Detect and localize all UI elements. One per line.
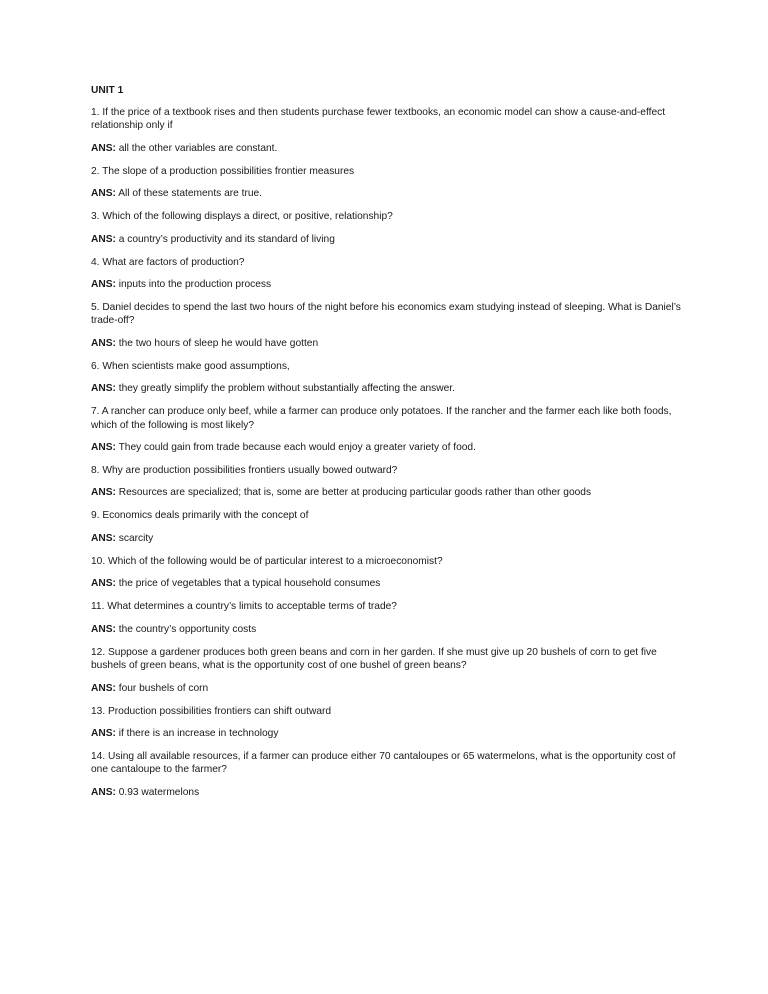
document-content bbox=[91, 84, 681, 809]
answer-text: All of these statements are true. bbox=[118, 188, 263, 200]
qa-item bbox=[91, 405, 681, 454]
answer-text: 0.93 watermelons bbox=[118, 786, 200, 798]
question-text: 11. What determines a country’s limits to acceptable terms of trade? bbox=[91, 601, 397, 613]
qa-item bbox=[91, 301, 681, 350]
answer-label: ANS: bbox=[91, 383, 116, 395]
qa-item bbox=[91, 464, 681, 500]
question-text: 4. What are factors of production? bbox=[91, 256, 245, 268]
unit-title: UNIT 1 bbox=[91, 85, 124, 96]
answer-line bbox=[91, 786, 681, 799]
qa-item bbox=[91, 106, 681, 155]
answer-text: four bushels of corn bbox=[118, 682, 209, 694]
question-text: 3. Which of the following displays a direct, or positive, relationship? bbox=[91, 211, 393, 223]
answer-line bbox=[91, 577, 681, 590]
answer-line bbox=[91, 382, 681, 395]
question-text: 2. The slope of a production possibilities frontier measures bbox=[91, 165, 355, 177]
answer-text: a country’s productivity and its standard of living bbox=[118, 233, 335, 245]
question-text: 8. Why are production possibilities frontiers usually bowed outward? bbox=[91, 465, 398, 477]
answer-line bbox=[91, 337, 681, 350]
answer-line bbox=[91, 682, 681, 695]
answer-label: ANS: bbox=[91, 578, 116, 590]
qa-item bbox=[91, 600, 681, 636]
answer-label: ANS: bbox=[91, 142, 116, 154]
answer-text: scarcity bbox=[118, 532, 154, 544]
answer-line bbox=[91, 142, 681, 155]
answer-label: ANS: bbox=[91, 487, 116, 499]
answer-text: the two hours of sleep he would have gotten bbox=[118, 337, 319, 349]
answer-label: ANS: bbox=[91, 682, 116, 694]
answer-line bbox=[91, 486, 681, 499]
question-text: 12. Suppose a gardener produces both green beans and corn in her garden. If she must give up 20 bushels of corn to get five bushels of green beans, what is the opportunity cost of one bushel of green beans? bbox=[91, 646, 657, 672]
question-text: 10. Which of the following would be of particular interest to a microeconomist? bbox=[91, 555, 443, 567]
answer-label: ANS: bbox=[91, 442, 116, 454]
answer-line bbox=[91, 233, 681, 246]
answer-line bbox=[91, 532, 681, 545]
answer-text: inputs into the production process bbox=[118, 279, 272, 291]
answer-label: ANS: bbox=[91, 337, 116, 349]
answer-line bbox=[91, 623, 681, 636]
answer-line bbox=[91, 727, 681, 740]
question-text: 6. When scientists make good assumptions, bbox=[91, 360, 290, 372]
qa-item bbox=[91, 360, 681, 396]
answer-text: They could gain from trade because each would enjoy a greater variety of food. bbox=[118, 442, 476, 454]
answer-label: ANS: bbox=[91, 623, 116, 635]
answer-text: the price of vegetables that a typical household consumes bbox=[118, 578, 381, 590]
answer-text: the country’s opportunity costs bbox=[118, 623, 257, 635]
qa-item bbox=[91, 705, 681, 741]
answer-text: all the other variables are constant. bbox=[118, 142, 278, 154]
answer-text: they greatly simplify the problem without substantially affecting the answer. bbox=[118, 383, 455, 395]
answer-label: ANS: bbox=[91, 279, 116, 291]
question-text: 5. Daniel decides to spend the last two hours of the night before his economics exam studying instead of sleeping. What is Daniel’s trade-off? bbox=[91, 302, 681, 327]
qa-item bbox=[91, 750, 681, 799]
question-text: 7. A rancher can produce only beef, while a farmer can produce only potatoes. If the rancher and the farmer each like both foods, which of the following is most likely? bbox=[91, 406, 672, 431]
qa-item bbox=[91, 646, 681, 695]
answer-text: if there is an increase in technology bbox=[118, 727, 279, 739]
question-text: 1. If the price of a textbook rises and then students purchase fewer textbooks, an economic model can show a cause-and-effect relationship only if bbox=[91, 107, 666, 132]
qa-item bbox=[91, 509, 681, 545]
question-text: 13. Production possibilities frontiers can shift outward bbox=[91, 705, 332, 717]
qa-item bbox=[91, 165, 681, 201]
answer-line bbox=[91, 278, 681, 291]
answer-line bbox=[91, 441, 681, 454]
qa-list bbox=[91, 106, 681, 799]
question-text: 9. Economics deals primarily with the concept of bbox=[91, 510, 309, 522]
question-text: 14. Using all available resources, if a farmer can produce either 70 cantaloupes or 65 watermelons, what is the opportunity cost of one cantaloupe to the farmer? bbox=[91, 750, 676, 776]
answer-label: ANS: bbox=[91, 727, 116, 739]
answer-label: ANS: bbox=[91, 188, 116, 200]
answer-label: ANS: bbox=[91, 233, 116, 245]
answer-text: Resources are specialized; that is, some are better at producing particular goods rather than other goods bbox=[118, 487, 592, 499]
answer-label: ANS: bbox=[91, 786, 116, 798]
answer-label: ANS: bbox=[91, 532, 116, 544]
qa-item bbox=[91, 555, 681, 591]
answer-line bbox=[91, 187, 681, 200]
qa-item bbox=[91, 210, 681, 246]
qa-item bbox=[91, 256, 681, 292]
